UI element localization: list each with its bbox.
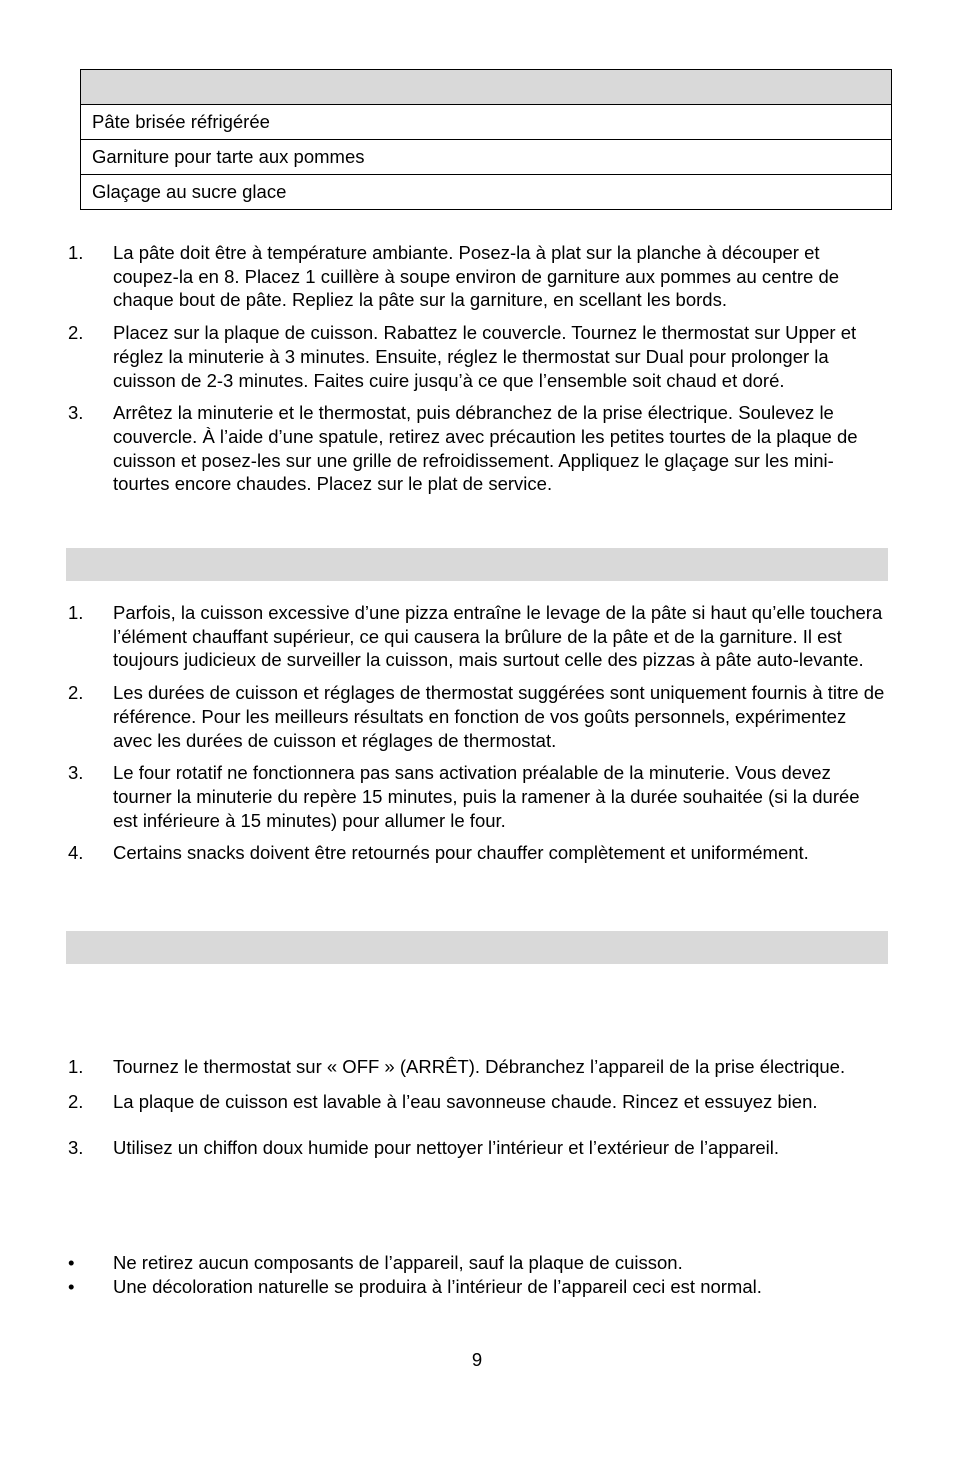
ingredients-header-cell [81, 70, 892, 105]
cleaning-step [68, 1055, 888, 1079]
ingredient-row [81, 140, 892, 175]
section-header-bar [66, 931, 888, 964]
step-number: 4. [68, 842, 84, 864]
page-number: 9 [471, 1349, 483, 1370]
step-text: Parfois, la cuisson excessive d’une pizza entraîne le levage de la pâte si haut qu’elle touchera l’élément chauffant supérieur, ce qui causera la brûlure de la pâte et de la garniture. Il est toujours judicieux de surveiller la cuisson, mais surtout celle des pizzas à pâte auto-levante. [113, 602, 883, 671]
step-number: 2. [68, 1090, 84, 1112]
step-text: La pâte doit être à température ambiante. Posez-la à plat sur la planche à découper et coupez-la en 8. Placez 1 cuillère à soupe environ de garniture aux pommes au centre de chaque bout de pâte. Repliez la pâte sur la garniture, en scellant les bords. [113, 242, 840, 311]
cleaning-step [68, 1136, 888, 1160]
step-text: Placez sur la plaque de cuisson. Rabattez le couvercle. Tournez le thermostat sur Upper et réglez la minuterie à 3 minutes. Ensuite, réglez le thermostat sur Dual pour prolonger la cuisson de 2-3 minutes. Faites cuire jusqu’à ce que l’ensemble soit chaud et doré. [113, 322, 857, 391]
tip-step [68, 681, 888, 752]
step-number: 2. [68, 682, 84, 704]
step-text: Arrêtez la minuterie et le thermostat, puis débranchez de la prise électrique. Soulevez le couvercle. À l’aide d’une spatule, retirez avec précaution les petites tourtes de la plaque de cuisson et posez-les sur une grille de refroidissement. Appliquez le glaçage sur les mini-tourtes encore chaudes. Placez sur le plat de service. [113, 402, 858, 495]
step-text: Tournez le thermostat sur « OFF » (ARRÊT). Débranchez l’appareil de la prise électrique. [113, 1056, 846, 1077]
ingredient-cell: Pâte brisée réfrigérée [81, 105, 892, 140]
step-number: 3. [68, 762, 84, 784]
recipe-step [68, 321, 888, 392]
ingredient-row [81, 105, 892, 140]
tip-step [68, 841, 888, 865]
step-number: 1. [68, 242, 84, 263]
step-number: 3. [68, 1137, 84, 1159]
step-text: Certains snacks doivent être retournés pour chauffer complètement et uniformément. [113, 842, 809, 864]
ingredient-row [81, 175, 892, 210]
note-text: Ne retirez aucun composants de l’appareil, sauf la plaque de cuisson. [113, 1252, 683, 1273]
notes-list [68, 1251, 762, 1298]
cleaning-steps [68, 1055, 888, 1160]
step-text: Le four rotatif ne fonctionnera pas sans activation préalable de la minuterie. Vous devez tourner la minuterie du repère 15 minutes, puis la ramener à la durée souhaitée (si la durée est inférieure à 15 minutes) pour allumer le four. [113, 762, 860, 831]
note-item [68, 1275, 762, 1299]
ingredient-cell: Garniture pour tarte aux pommes [81, 140, 892, 175]
recipe-steps [68, 241, 888, 496]
note-item [68, 1251, 762, 1275]
cleaning-note: Utilisez un chiffon doux humide pour nettoyer l’intérieur et l’extérieur de l’appareil. [113, 1137, 780, 1159]
step-text: La plaque de cuisson est lavable à l’eau savonneuse chaude. Rincez et essuyez bien. [113, 1090, 818, 1112]
step-number: 3. [68, 402, 84, 424]
step-number: 1. [68, 602, 84, 623]
recipe-step [68, 241, 888, 312]
ingredients-table [80, 69, 892, 210]
tip-step [68, 601, 888, 672]
step-text: Les durées de cuisson et réglages de thermostat suggérées sont uniquement fournis à titre de référence. Pour les meilleurs résultats en fonction de vos goûts personnels, expérimentez avec les durées de cuisson et réglages de thermostat. [113, 682, 885, 751]
tip-step [68, 761, 888, 832]
bullet-icon: • [68, 1275, 75, 1297]
recipe-step [68, 401, 888, 496]
cleaning-step [68, 1090, 888, 1114]
note-text: Une décoloration naturelle se produira à l’intérieur de l’appareil ceci est normal. [113, 1275, 762, 1297]
step-number: 1. [68, 1056, 84, 1077]
ingredient-cell: Glaçage au sucre glace [81, 175, 892, 210]
section-header-bar [66, 548, 888, 581]
tips-steps [68, 601, 888, 865]
ingredients-header-row [81, 70, 892, 105]
bullet-icon: • [68, 1252, 75, 1273]
step-number: 2. [68, 322, 84, 344]
